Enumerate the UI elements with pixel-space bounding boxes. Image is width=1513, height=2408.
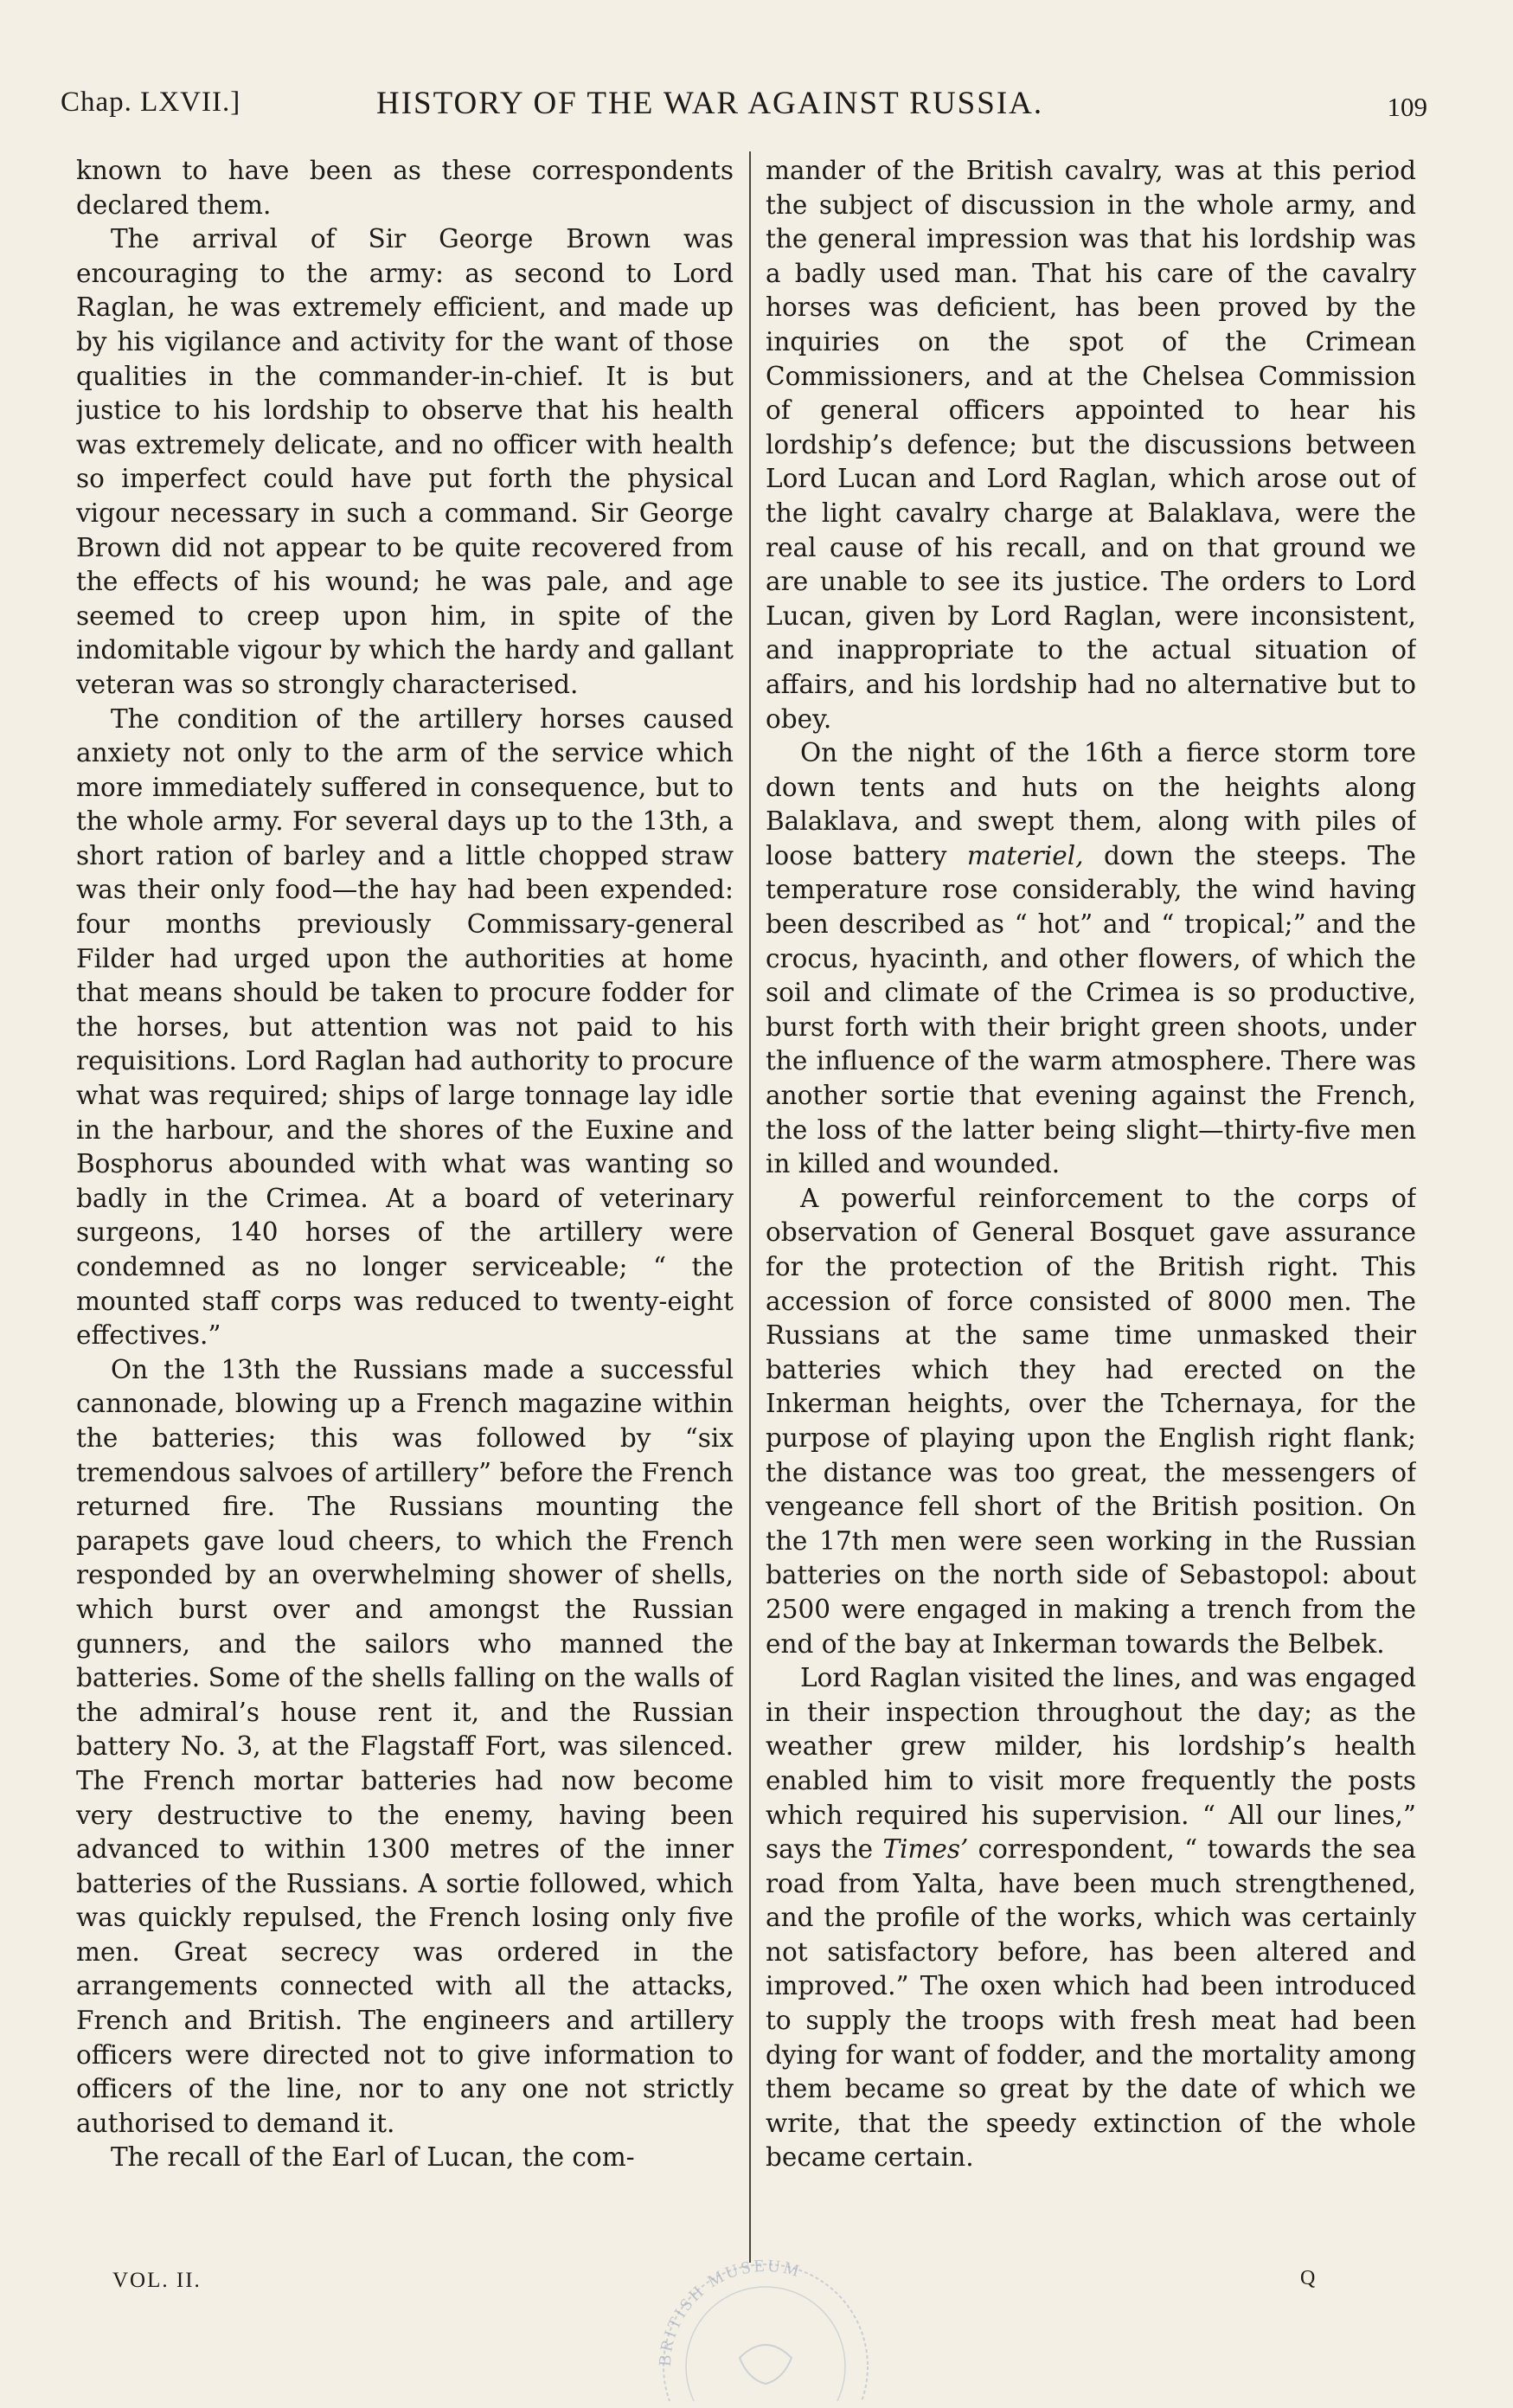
paragraph-text: correspondent, “ towards the sea road from Yalta, have been much strengthened, and the profile of the works, which was certainly not satisfactory before, has been altered and improved.” The oxen which had been introduced to supply the troops with fresh meat had been dying for want of fodder, and the mortality among them became so great by the date of which we write, that the speedy extinction of the whole became certain. xyxy=(766,1834,1416,2173)
column-divider xyxy=(749,151,751,2263)
paragraph: The recall of the Earl of Lucan, the com- xyxy=(111,2142,635,2173)
paragraph: known to have been as these correspondents declared them. xyxy=(76,156,734,220)
library-stamp-icon xyxy=(636,2237,895,2401)
paragraph: The arrival of Sir George Brown was encouraging to the army: as second to Lord Raglan, he was extremely efficient, and made up by his vigilance and activity for the want of those qualities in the commander-in-chief. It is but justice to his lordship to observe that his health was extremely delicate, and no officer with health so imperfect could have put forth the physical vigour necessary in such a command. Sir George Brown did not appear to be quite recovered from the effects of his wound; he was pale, and age seemed to creep upon him, in spite of the indomitable vigour by which the hardy and gallant veteran was so strongly characterised. xyxy=(76,224,734,699)
paragraph-text: On the night of the 16th a fierce storm tore down tents and huts on the heights along Balaklava, and swept them, along with piles of loose battery xyxy=(766,738,1416,870)
paragraph-text: down the steeps. The temperature rose considerably, the wind having been described as “ hot” and “ tropical;” and the crocus, hyacinth, and other flowers, of which the soil and climate of the Crimea is so productive, burst forth with their bright green shoots, under the influence of the warm atmosphere. There was another sortie that evening against the French, the loss of the latter being slight—thirty-five men in killed and wounded. xyxy=(766,840,1416,1179)
paragraph-text: Lord Raglan visited the lines, and was engaged in their inspection throughout the day; as the weather grew milder, his lordship’s health enabled him to visit more frequently the posts which required his supervision. “ All our lines,” says the xyxy=(766,1663,1416,1865)
page-number: 109 xyxy=(1387,92,1427,122)
running-title: HISTORY OF THE WAR AGAINST RUSSIA. xyxy=(376,86,1044,121)
stamp-text: BRITISH MUSEUM xyxy=(655,2256,804,2367)
paragraph: The condition of the artillery horses caused anxiety not only to the arm of the service which more immediately suffered in consequence, but to the whole army. For several days up to the 13th, a short ration of barley and a little chopped straw was their only food—the hay had been expended: four months previously Commissary-general Filder had urged upon the authorities at home that means should be taken to procure fodder for the horses, but attention was not paid to his requisitions. Lord Raglan had authority to procure what was required; ships of large tonnage lay idle in the harbour, and the shores of the Euxine and Bosphorus abounded with what was wanting so badly in the Crimea. At a board of veterinary surgeons, 140 horses of the artillery were condemned as no longer serviceable; “ the mounted staff corps was reduced to twenty-eight effectives.” xyxy=(76,703,734,1351)
signature-mark: Q xyxy=(1300,2267,1316,2289)
italic-term: materiel, xyxy=(966,840,1084,870)
paragraph xyxy=(766,736,1416,1182)
chapter-label: Chap. LXVII.] xyxy=(61,87,241,118)
paragraph: mander of the British cavalry, was at this period the subject of discussion in the whole army, and the general impression was that his lordship was a badly used man. That his care of the cavalry horses was deficient, has been proved by the inquiries on the spot of the Crimean Commissioners, and at the Chelsea Commission of general officers appointed to hear his lordship’s defence; but the discussions between Lord Lucan and Lord Raglan, which arose out of the light cavalry charge at Balaklava, were the real cause of his recall, and on that ground we are unable to see its justice. The orders to Lord Lucan, given by Lord Raglan, were inconsistent, and inappropriate to the actual situation of affairs, and his lordship had no alternative but to obey. xyxy=(766,156,1416,734)
paragraph: On the 13th the Russians made a successful cannonade, blowing up a French magazine within the batteries; this was followed by “six tremendous salvoes of artillery” before the French returned fire. The Russians mounting the parapets gave loud cheers, to which the French responded by an overwhelming shower of shells, which burst over and amongst the Russian gunners, and the sailors who manned the batteries. Some of the shells falling on the walls of the admiral’s house rent it, and the Russian battery No. 3, at the Flagstaff Fort, was silenced. The French mortar batteries had now become very destructive to the enemy, having been advanced to within 1300 metres of the inner batteries of the Russians. A sortie followed, which was quickly repulsed, the French losing only five men. Great secrecy was ordered in the arrangements connected with all the attacks, French and British. The engineers and artillery officers were directed not to give information to officers of the line, nor to any one not strictly authorised to demand it. xyxy=(76,1354,734,2138)
paragraph: A powerful reinforcement to the corps of observation of General Bosquet gave assurance for the protection of the British right. This accession of force consisted of 8000 men. The Russians at the same time unmasked their batteries which they had erected on the Inkerman heights, over the Tchernaya, for the purpose of playing upon the English right flank; the distance was too great, the messengers of vengeance fell short of the British position. On the 17th men were seen working in the Russian batteries on the north side of Sebastopol: about 2500 were engaged in making a trench from the end of the bay at Inkerman towards the Belbek. xyxy=(766,1183,1416,1659)
volume-label: VOL. II. xyxy=(112,2269,202,2292)
running-header xyxy=(61,80,1427,132)
right-column xyxy=(766,154,1416,2257)
paragraph xyxy=(766,1661,1416,2175)
left-column xyxy=(76,154,734,2257)
italic-term: Times’ xyxy=(882,1834,969,1865)
